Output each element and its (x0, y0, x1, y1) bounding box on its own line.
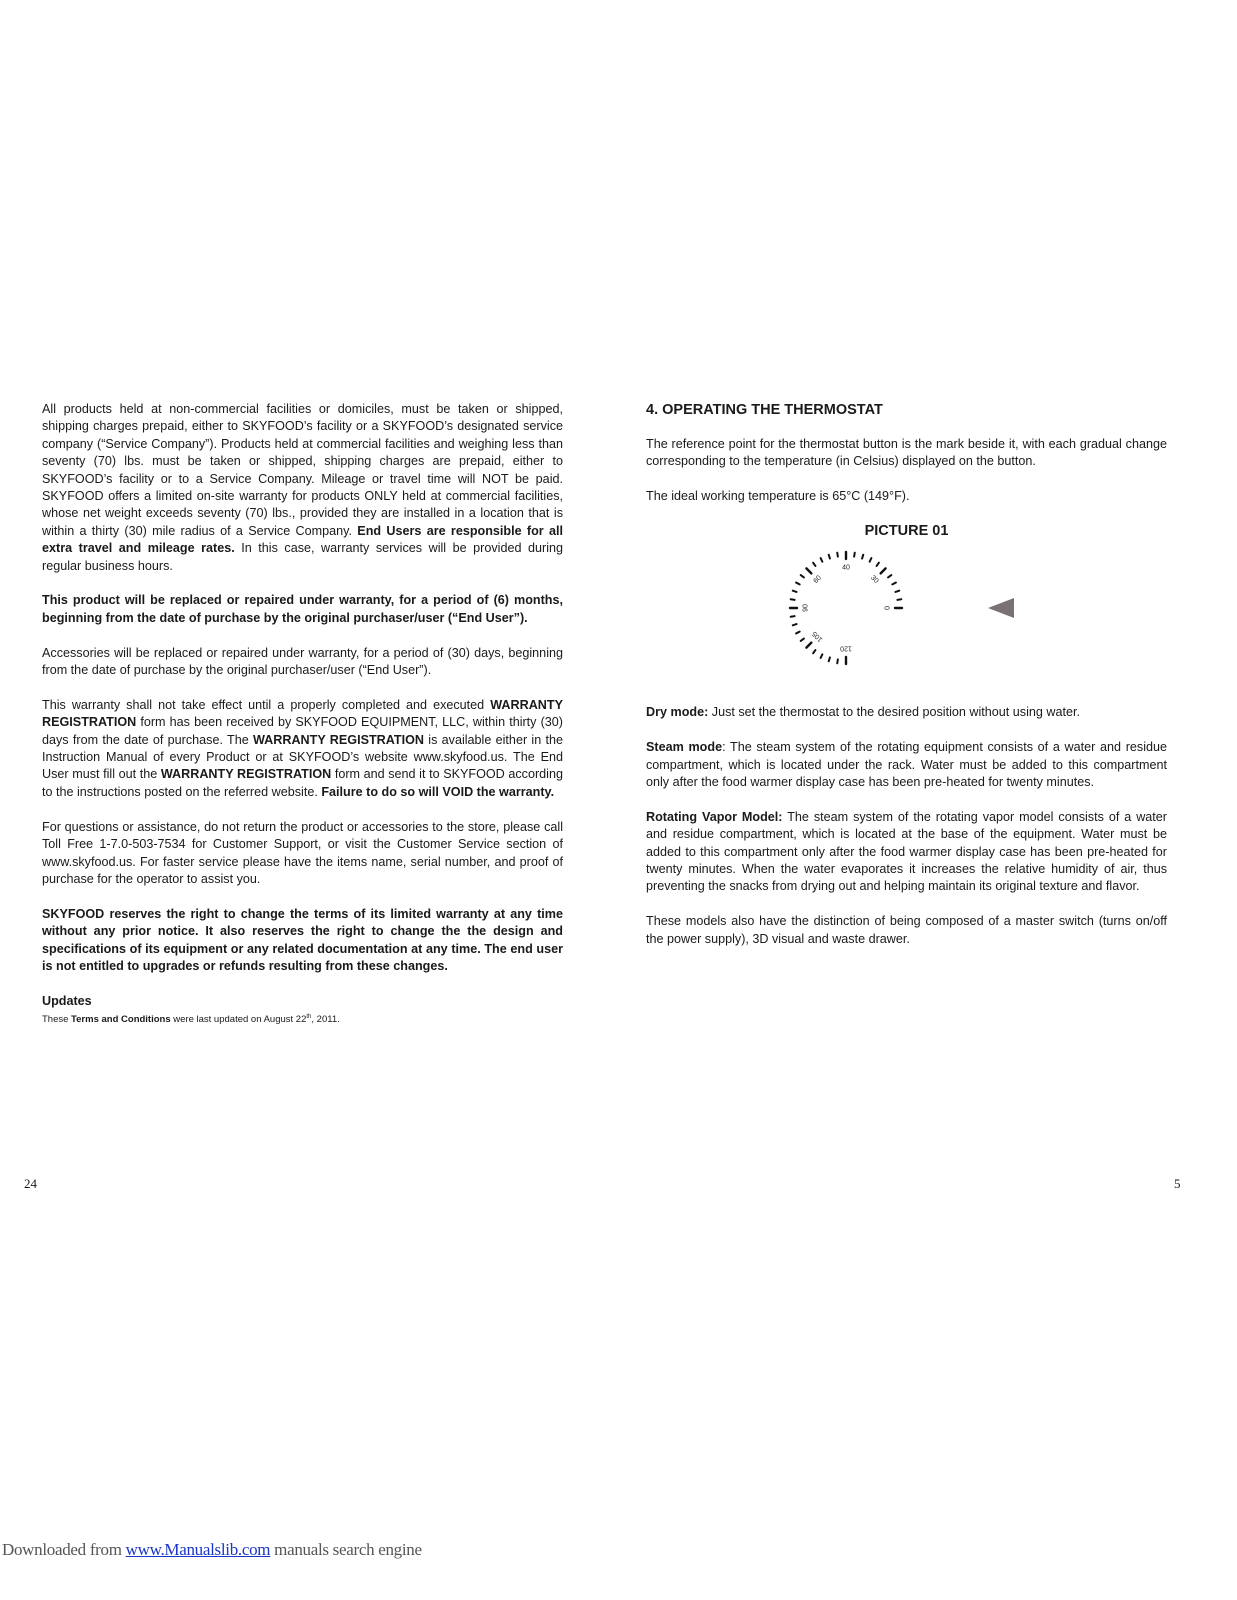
dial-tick (801, 575, 804, 577)
dial-label: 90 (802, 604, 810, 613)
picture-label: PICTURE 01 (864, 523, 949, 539)
end-users-responsible-text: End Users are responsible for all extra travel and mileage rates. (42, 523, 563, 556)
warranty-registration-paragraph: This warranty shall not take effect until a properly completed and executed WARRANTY REGISTRATION form has been received by SKYFOOD EQUIPMENT, LLC, within thirty (30) days from the date of purchase. The WARRANTY REGISTRATION is available either in the Instruction Manual of every Product or at SKYFOOD’s website www.skyfood.us. The End User must fill out the WARRANTY REGISTRATION form and send it to SKYFOOD according to the instructions posted on the referred website. Failure to do so will VOID the warranty. (42, 697, 563, 799)
thermostat-dial-svg (646, 546, 1167, 686)
dial-tick (877, 563, 879, 566)
dial-tick (806, 569, 811, 574)
accessories-warranty-paragraph: Accessories will be replaced or repaired under warranty, for a period of (30) days, beginning from the date of purchase by the original purchaser/user (“End User”). (42, 645, 563, 678)
void-warranty-text: Failure to do so will VOID the warranty. (321, 784, 555, 799)
dial-tick (813, 650, 815, 653)
dial-tick (837, 660, 838, 664)
dial-label: 30 (869, 574, 880, 586)
thermostat-figure (646, 546, 1167, 686)
page-number-left: 24 (24, 1176, 37, 1191)
steam-mode-paragraph: Steam mode: The steam system of the rotating equipment consists of a water and residue compartment, which is located under the rack. Water must be added to this compartment only after the food warmer display case has been pre-heated for twenty minutes. (646, 740, 1168, 790)
dial-tick (791, 600, 795, 601)
dial-tick (862, 555, 863, 559)
warranty-shipping-paragraph: All products held at non-commercial facilities or domiciles, must be taken or shipped, shipping charges prepaid, either to SKYFOOD’s facility or a SKYFOOD’s designated service company (“Service Company”). Products held at commercial facilities and weighing less than seventy (70) lbs. must be taken or shipped, shipping charges are prepaid, either to SKYFOOD’s facility or to a Service Company. Mileage or travel time will NOT be paid. SKYFOOD offers a limited on-site warranty for products ONLY held at commercial facilities, whose net weight exceeds seventy (70) lbs., provided they are installed in a location that is within a thirty (30) mile radius of a Service Company. End Users are responsible for all extra travel and mileage rates. In this case, warranty services will be provided during regular business hours. (42, 402, 563, 573)
rotating-vapor-paragraph: Rotating Vapor Model: The steam system of the rotating vapor model consists of a water and residue compartment, which is located at the base of the equipment. Water must be added to this compartment only after the food warmer display case has been pre-heated for twenty minutes. When the water evaporates it increases the relative humidity of air, thus preventing the snacks from drying out and helping maintain its original texture and flavor. (646, 809, 1167, 894)
dial-tick (793, 591, 797, 592)
dial-tick (881, 569, 886, 574)
dial-label: 60 (812, 574, 823, 586)
dial-tick (791, 617, 795, 618)
customer-support-paragraph: For questions or assistance, do not return the product or accessories to the store, please call Toll Free 1-7.0-503-7534 for Customer Support, or visit the Customer Service section of www.skyfood.us. For faster service please have the items name, serial number, and proof of purchase for the operator to assist you. (42, 819, 563, 886)
dial-tick (806, 643, 811, 648)
dial-tick (821, 655, 823, 659)
dial-tick (793, 624, 797, 625)
master-switch-paragraph: These models also have the distinction of being composed of a master switch (turns on/off the power supply), 3D visual and waste drawer. (646, 914, 1167, 946)
dial-label: 40 (842, 564, 850, 572)
manualslib-link[interactable]: www.Manualslib.com (125, 1540, 271, 1559)
dial-tick (821, 559, 823, 563)
dial-tick (895, 591, 899, 592)
dial-tick (813, 563, 815, 566)
dial-tick (870, 559, 872, 563)
updates-note: These Terms and Conditions were last updated on August 22th, 2011. (42, 1014, 340, 1026)
download-footer: Downloaded from www.Manualslib.com manuals search engine (2, 1540, 422, 1559)
ideal-temperature-paragraph: The ideal working temperature is 65°C (149°F). (646, 489, 910, 504)
thermostat-dial-labels (803, 565, 890, 652)
dial-tick (796, 632, 800, 634)
right-page-column (646, 401, 1167, 965)
dry-mode-paragraph: Dry mode: Just set the thermostat to the desired position without using water. (646, 705, 1080, 720)
reference-point-paragraph: The reference point for the thermostat button is the mark beside it, with each gradual change corresponding to the temperature (in Celsius) displayed on the button. (646, 437, 1167, 469)
dial-tick (897, 600, 901, 601)
reserves-right-paragraph: SKYFOOD reserves the right to change the terms of its limited warranty at any time without any prior notice. It also reserves the right to change the the design and specifications of its equipment or any related documentation at any time. The end user is not entitled to upgrades or refunds resulting from these changes. (42, 906, 563, 973)
dial-label: 120 (840, 644, 852, 652)
left-page-column (42, 401, 563, 1027)
dial-tick (829, 555, 830, 559)
updates-heading: Updates (42, 993, 92, 1008)
page-number-right: 5 (1174, 1176, 1181, 1191)
dial-tick (892, 583, 896, 585)
warranty-period-paragraph: This product will be replaced or repaired under warranty, for a period of (6) months, beginning from the date of purchase by the original purchaser/user (“End User”). (42, 593, 563, 625)
dial-tick (801, 639, 804, 641)
dial-label: 105 (811, 630, 825, 644)
dial-tick (796, 583, 800, 585)
dial-label: 0 (882, 606, 890, 611)
dial-tick (829, 658, 830, 662)
reference-pointer-icon (988, 598, 1014, 618)
section-title: 4. OPERATING THE THERMOSTAT (646, 402, 883, 418)
dial-tick (837, 553, 838, 557)
dial-tick (854, 553, 855, 557)
dial-tick (888, 575, 891, 577)
